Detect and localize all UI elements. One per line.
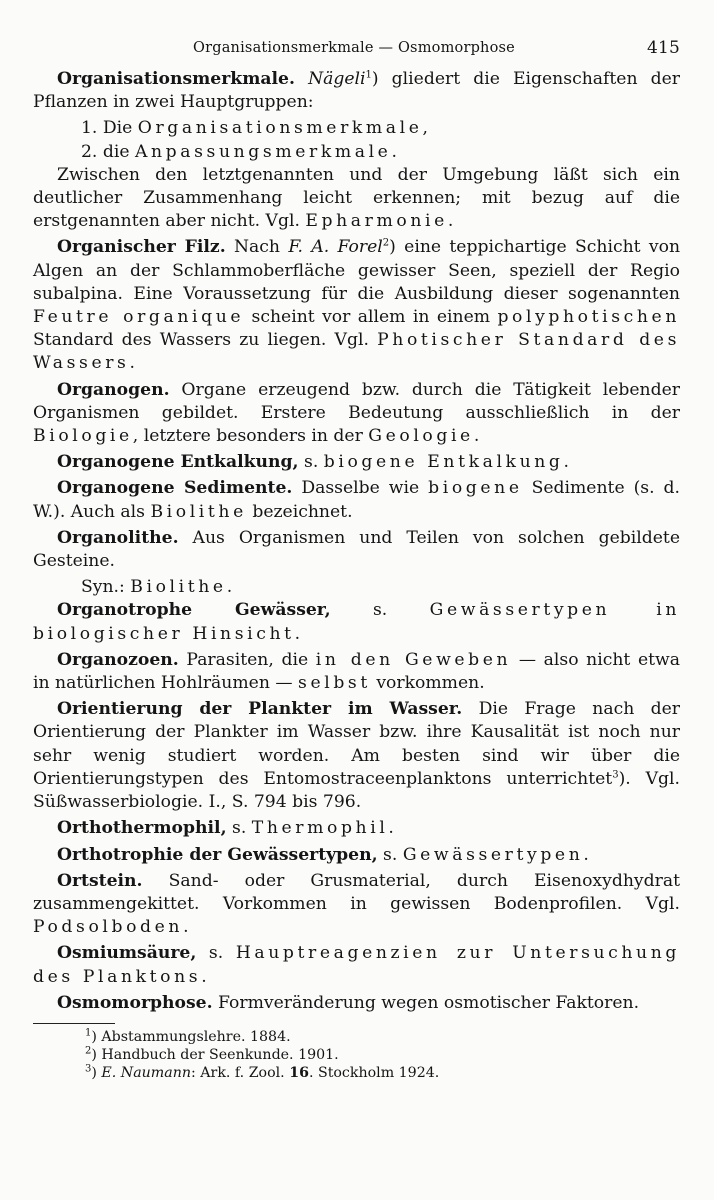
entry-orthotrophie: [33, 844, 680, 867]
punctuation: .: [447, 211, 454, 232]
punctuation: .: [226, 577, 233, 598]
entry-text: , letztere besonders in der: [132, 426, 369, 447]
entry-headword: Osmiumsäure,: [57, 943, 197, 964]
entry-paragraph: [33, 164, 680, 234]
entry-headword: Organisationsmerkmale.: [57, 69, 295, 89]
punctuation: .: [473, 426, 480, 447]
list-item: [33, 141, 680, 164]
running-title: Organisationsmerkmale — Osmomorphose: [193, 40, 515, 56]
entry-headword: Organogen.: [57, 379, 170, 400]
punctuation: .: [391, 141, 397, 162]
entry-headword: Organogene Sedimente.: [57, 478, 293, 499]
entry-osmiumsaeure: [33, 942, 680, 988]
punctuation: ,: [422, 118, 428, 139]
spaced-term: Biolithe: [150, 501, 247, 522]
entry-text: Dasselbe wie: [292, 478, 429, 499]
footnote-1: [85, 1028, 680, 1046]
spaced-term: Thermophil: [251, 818, 389, 839]
footnote-3: [85, 1064, 680, 1082]
footnote-text: ) Abstammungslehre. 1884.: [91, 1028, 291, 1045]
entry-organozoen: [33, 649, 680, 695]
entry-text: s.: [377, 844, 403, 865]
footnote-mark: 3: [85, 1063, 92, 1075]
entry-text: — also nicht etwa in natürlichen Hohlräumen —: [33, 649, 680, 694]
footnote-ref: 2: [382, 237, 390, 249]
spaced-term: Geologie: [368, 426, 474, 447]
author-name: Nägeli: [308, 69, 366, 89]
entry-headword: Organolithe.: [57, 527, 179, 548]
spaced-term: Organisationsmerkmale: [137, 118, 423, 139]
spaced-term: Podsolboden: [33, 917, 184, 938]
entry-text: Nach: [225, 237, 289, 258]
spaced-term: Photischer Standard des Wassers: [33, 330, 680, 374]
punctuation: .: [129, 353, 135, 374]
spaced-term: biogene: [428, 478, 523, 499]
entry-organogen: [33, 379, 680, 449]
spaced-term: selbst: [298, 673, 371, 694]
entry-text: bezeichnet.: [246, 501, 353, 522]
entry-text: s.: [226, 818, 252, 839]
spaced-term: in den Geweben: [315, 649, 512, 670]
spaced-term: polyphotischen: [497, 307, 680, 328]
entry-headword: Orthotrophie der Gewässertypen,: [57, 844, 378, 865]
entry-headword: Ortstein.: [57, 870, 143, 891]
punctuation: .: [583, 844, 589, 865]
entry-orientierung: [33, 698, 680, 814]
spaced-term: Anpassungsmerkmale: [135, 141, 392, 162]
dictionary-body: [33, 68, 680, 1082]
entry-organotrophe-gewaesser: [33, 599, 680, 645]
footnote-text: ): [91, 1064, 102, 1081]
spaced-term: Gewässertypen in biologischer Hinsicht: [33, 600, 680, 644]
footnote-text: . Stockholm 1924.: [308, 1064, 440, 1081]
entry-text: ) gliedert die Eigenschaften der Pflanzen in zwei Hauptgruppen:: [33, 69, 680, 113]
spaced-term: biogene Entkalkung: [323, 452, 564, 473]
entry-headword: Orientierung der Plankter im Wasser.: [57, 699, 463, 720]
entry-headword: Osmomorphose.: [57, 992, 213, 1013]
spaced-term: Epharmonie: [305, 211, 448, 232]
spaced-term: Biolithe: [130, 577, 227, 598]
punctuation: .: [388, 818, 394, 839]
footnote-ref: 3: [612, 769, 619, 781]
entry-text: ). Vgl. Süßwasserbiologie. I., S. 794 bis 796.: [33, 768, 680, 813]
entry-text: Formveränderung wegen osmotischer Faktoren.: [212, 992, 640, 1013]
entry-text: s.: [298, 452, 324, 473]
entry-headword: Organotrophe Gewässer,: [57, 600, 331, 621]
entry-text: Aus Organismen und Teilen von solchen gebildete Gesteine.: [33, 527, 680, 572]
entry-text: Zwischen den letztgenannten und der Umgebung läßt sich ein deutlicher Zusammenhang leicht erkennen; mit bezug auf die erstgenannten aber nicht. Vgl.: [33, 164, 680, 232]
entry-text: scheint vor allem in einem: [244, 307, 498, 328]
entry-headword: Organischer Filz.: [57, 237, 226, 258]
footnote-text: : Ark. f. Zool.: [191, 1064, 290, 1081]
entry-organogene-sedimente: [33, 477, 680, 523]
entry-text: s.: [330, 600, 430, 621]
entry-text: vorkommen.: [370, 673, 485, 694]
entry-text: s.: [196, 943, 236, 964]
entry-text: Organe erzeugend bzw. durch die Tätigkeit lebender Organismen gebildet. Erstere Bedeutung ausschließlich in der: [33, 379, 680, 423]
entry-text: Sand- oder Grusmaterial, durch Eisenoxydhydrat zusammengekittet. Vorkommen in gewissen Bodenprofilen. Vgl.: [33, 870, 680, 914]
synonym-line: [33, 576, 680, 599]
entry-headword: Organozoen.: [57, 649, 179, 670]
page-number: 415: [646, 38, 680, 58]
volume-number: 16: [289, 1064, 309, 1081]
page-header: [33, 34, 680, 68]
punctuation: .: [294, 623, 301, 644]
entry-ortstein: [33, 870, 680, 940]
entry-text: Die Frage nach der Orientierung der Plankter im Wasser bzw. ihre Kausalität ist noch nur sehr wenig studiert worden. Am besten sind wir über die Orientierungstypen des Entomostraceenplanktons unterrichtet: [33, 699, 680, 789]
entry-text: Standard des Wassers zu liegen. Vgl.: [33, 330, 378, 351]
punctuation: .: [201, 966, 207, 987]
punctuation: .: [183, 917, 189, 938]
footnote-mark: 1: [85, 1027, 92, 1039]
spaced-term: Gewässertypen: [402, 844, 584, 865]
author-name: F. A. Forel: [288, 237, 383, 258]
punctuation: .: [563, 452, 569, 473]
entry-organisationsmerkmale: [33, 68, 680, 114]
entry-text: ) eine teppichartige Schicht von Algen an der Schlammoberfläche gewisser Seen, speziell der Regio subalpina. Eine Voraussetzung für die Ausbildung dieser sogenannten: [33, 237, 681, 304]
list-number: 2. die: [81, 141, 135, 162]
spaced-term: Biologie: [33, 426, 133, 447]
list-number: 1. Die: [81, 118, 138, 139]
footnote-2: [85, 1046, 680, 1064]
entry-text: Sedimente (s. d. W.). Auch als: [33, 478, 680, 522]
list-item: [33, 117, 680, 140]
entry-headword: Orthothermophil,: [57, 818, 227, 839]
entry-headword: Organogene Entkalkung,: [57, 452, 299, 473]
spaced-term: Feutre organique: [33, 307, 245, 328]
entry-organolithe: [33, 527, 680, 573]
entry-osmomorphose: [33, 992, 680, 1015]
entry-text: Parasiten, die: [178, 649, 316, 670]
footnote-mark: 2: [85, 1045, 92, 1057]
entry-organischer-filz: [33, 236, 680, 375]
footnotes: [33, 1028, 680, 1082]
spaced-term: Hauptreagenzien zur Untersuchung des Planktons: [33, 943, 680, 987]
footnote-rule: [33, 1023, 115, 1024]
author-name: E. Naumann: [101, 1064, 191, 1081]
footnote-text: ) Handbuch der Seenkunde. 1901.: [91, 1046, 339, 1063]
entry-organogene-entkalkung: [33, 451, 680, 474]
footnote-ref: 1: [365, 69, 372, 81]
synonym-label: Syn.:: [81, 577, 131, 598]
entry-orthothermophil: [33, 817, 680, 840]
